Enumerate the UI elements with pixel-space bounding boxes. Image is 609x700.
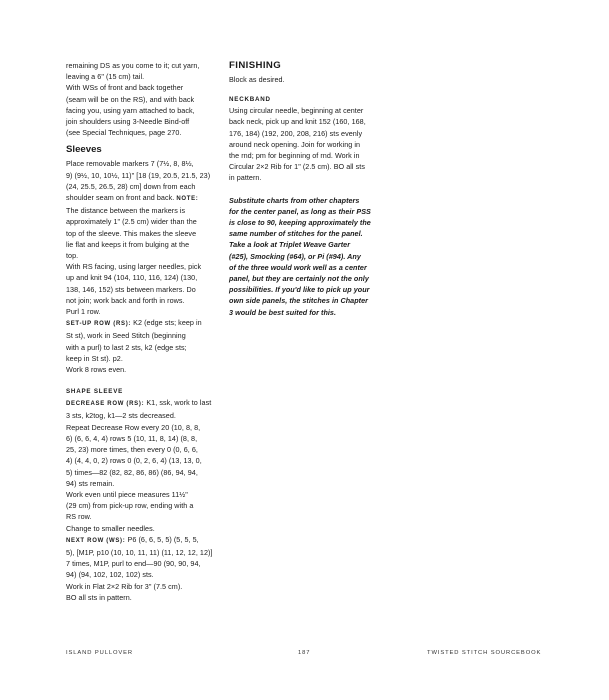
intro-block xyxy=(66,60,216,138)
note-label: NOTE: xyxy=(176,196,199,203)
text-line: Circular 2×2 Rib for 1" (2.5 cm). BO all sts xyxy=(229,162,365,172)
text-line: Change to smaller needles. xyxy=(66,523,155,533)
spacer xyxy=(229,85,381,94)
text-line: With WSs of front and back together xyxy=(66,83,184,93)
text-line: in pattern. xyxy=(229,173,262,183)
decrease-row-label: DECREASE ROW (RS): xyxy=(66,401,145,408)
text-line: RS row. xyxy=(66,512,92,522)
note-line: own side panels, the stitches in Chapter xyxy=(229,296,368,306)
text-line xyxy=(66,397,216,410)
text-line: lie flat and keeps it from bulging at the xyxy=(66,239,190,249)
neckband-block xyxy=(229,105,381,183)
note-line: (#25), Smocking (#64), or Pi (#94). Any xyxy=(229,251,361,261)
footer-pattern-name: ISLAND PULLOVER xyxy=(66,650,133,656)
text-line: around neck opening. Join for working in xyxy=(229,139,361,149)
text-line: join shoulders using 3-Needle Bind-off xyxy=(66,117,190,127)
text-line: 5) times—82 (82, 82, 86, 86) (86, 94, 94, xyxy=(66,467,198,477)
text-line: up and knit 94 (104, 110, 116, 124) (130, xyxy=(66,273,198,283)
shape-sleeve-heading: SHAPE SLEEVE xyxy=(66,388,124,396)
text-line: facing you, using yarn attached to back, xyxy=(66,105,195,115)
note-line: is close to 90, keeping approximately the xyxy=(229,218,371,228)
text-line: St st), work in Seed Stitch (beginning xyxy=(66,331,186,341)
text-line: with a purl) to last 2 sts, k2 (edge sts; xyxy=(66,342,187,352)
text-line: keep in St st). p2. xyxy=(66,353,123,363)
text-line: Place removable markers 7 (7½, 8, 8½, xyxy=(66,159,194,169)
text-line: (see Special Techniques, page 270. xyxy=(66,128,182,138)
finishing-heading: FINISHING xyxy=(229,60,282,71)
note-line: Take a look at Triplet Weave Garter xyxy=(229,240,351,250)
note-line: Substitute charts from other chapters xyxy=(229,195,360,205)
text-run: shoulder seam on front and back. xyxy=(66,193,177,203)
text-line: 138, 146, 152) sts between markers. Do xyxy=(66,284,196,294)
text-line xyxy=(66,534,216,547)
text-line: back neck, pick up and knit 152 (160, 168, xyxy=(229,117,366,127)
text-line: (seam will be on the RS), and with back xyxy=(66,94,195,104)
note-line: for the center panel, as long as their PSS xyxy=(229,206,371,216)
text-run: P6 (6, 6, 5, 5) (5, 5, 5, xyxy=(125,534,199,544)
spacer xyxy=(66,375,216,386)
note-line: possibilities. If you'd like to pick up your xyxy=(229,285,370,295)
text-line: the rnd; pm for beginning of rnd. Work in xyxy=(229,151,360,161)
text-line: 25, 23) more times, then every 0 (0, 6, 6, xyxy=(66,445,198,455)
text-line: The distance between the markers is xyxy=(66,206,186,216)
text-line: With RS facing, using larger needles, pick xyxy=(66,262,202,272)
text-line: leaving a 6" (15 cm) tail. xyxy=(66,72,145,82)
text-line: Using circular needle, beginning at center xyxy=(229,106,364,116)
text-line xyxy=(66,317,216,330)
right-column xyxy=(229,60,381,318)
text-line: 176, 184) (192, 200, 208, 216) sts evenly xyxy=(229,128,363,138)
page-number: 187 xyxy=(298,650,311,656)
text-line: top of the sleeve. This makes the sleeve xyxy=(66,228,197,238)
text-line: 94) (94, 102, 102, 102) sts. xyxy=(66,570,154,580)
text-line: Purl 1 row. xyxy=(66,307,101,317)
text-line: remaining DS as you come to it; cut yarn, xyxy=(66,61,200,70)
next-row-label: NEXT ROW (WS): xyxy=(66,537,126,544)
text-line: 7 times, M1P, purl to end—90 (90, 90, 94, xyxy=(66,559,201,569)
text-run: K2 (edge sts; keep in xyxy=(131,318,202,328)
text-line: top. xyxy=(66,251,79,261)
note-line: same number of stitches for the panel. xyxy=(229,229,363,239)
text-line: BO all sts in pattern. xyxy=(66,592,132,602)
text-line: 4) (4, 4, 0, 2) rows 0 (0, 2, 6, 4) (13, 13, 0, xyxy=(66,456,202,466)
text-line: 94) sts remain. xyxy=(66,478,115,488)
spacer xyxy=(229,184,381,195)
sleeves-block xyxy=(66,158,216,375)
text-line: 3 sts, k2tog, k1—2 sts decreased. xyxy=(66,411,176,421)
note-line: of the three would work well as a center xyxy=(229,262,367,272)
footer-book-title: TWISTED STITCH SOURCEBOOK xyxy=(427,650,542,656)
setup-row-label: SET-UP ROW (RS): xyxy=(66,321,132,328)
text-line: Repeat Decrease Row every 20 (10, 8, 8, xyxy=(66,422,201,432)
text-line: 5), [M1P, p10 (10, 10, 11, 11) (11, 12, 12, 12)] xyxy=(66,547,213,557)
text-line: not join; work back and forth in rows. xyxy=(66,295,185,305)
text-line: approximately 1" (2.5 cm) wider than the xyxy=(66,217,197,227)
design-note xyxy=(229,195,381,318)
text-line: Work 8 rows even. xyxy=(66,365,127,375)
neckband-heading: NECKBAND xyxy=(229,96,271,104)
note-line: 3 would be best suited for this. xyxy=(229,307,337,317)
left-column xyxy=(66,60,216,603)
text-line: (29 cm) from pick-up row, ending with a xyxy=(66,501,194,511)
text-line xyxy=(66,192,216,205)
finishing-text: Block as desired. xyxy=(229,75,285,84)
shape-sleeve-block xyxy=(66,397,216,603)
note-line: panel, but they are certainly not the only xyxy=(229,274,369,284)
sleeves-heading: Sleeves xyxy=(66,144,102,156)
text-line: 6) (6, 6, 4, 4) rows 5 (10, 11, 8, 14) (8, 8, xyxy=(66,433,198,443)
text-line: 9) (9½, 10, 10½, 11)" [18 (19, 20.5, 21.5, 23) xyxy=(66,170,211,180)
text-run: K1, ssk, work to last xyxy=(144,398,212,408)
text-line: Work even until piece measures 11½" xyxy=(66,489,188,499)
text-line: (24, 25.5, 26.5, 28) cm] down from each xyxy=(66,181,196,191)
text-line: Work in Flat 2×2 Rib for 3" (7.5 cm). xyxy=(66,581,183,591)
